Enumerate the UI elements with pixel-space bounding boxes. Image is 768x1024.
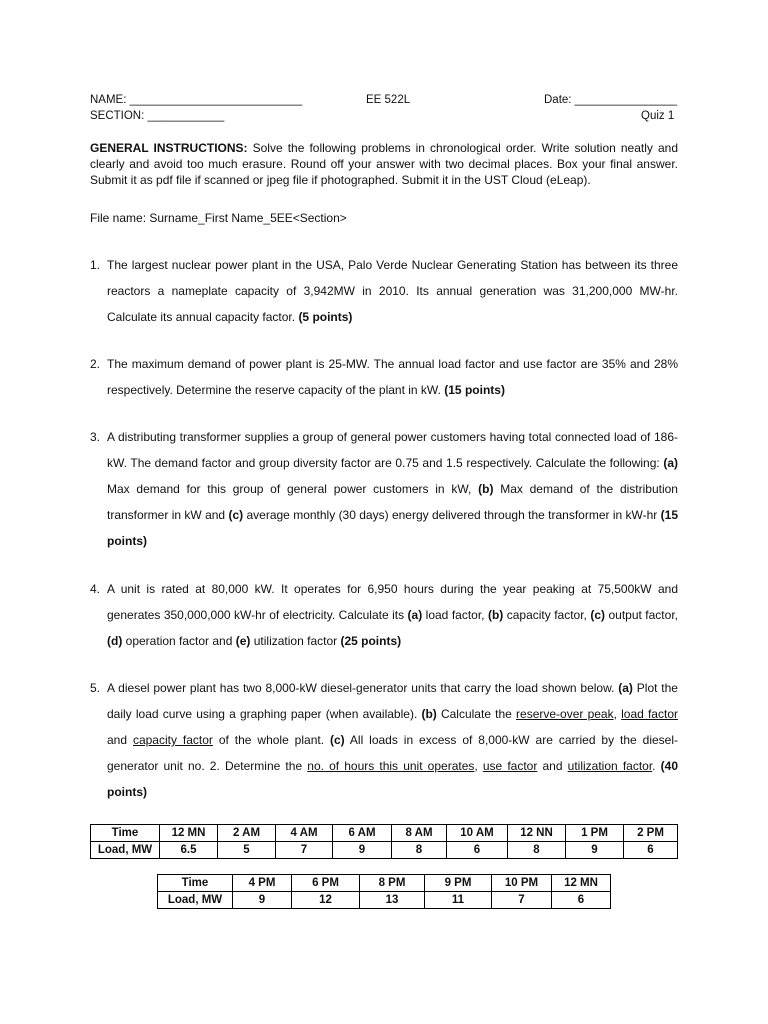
question-text: The largest nuclear power plant in the USA, Palo Verde Nuclear Generating Station has between its three reactors a nameplate capacity of 3,942MW in 2010. Its annual generation was 31,200,000 MW-hr. Calculate its annual capacity factor. — [107, 258, 678, 324]
table-cell: 6.5 — [160, 842, 218, 859]
part-label: (a) — [407, 608, 423, 622]
table-cell: 8 PM — [360, 875, 425, 892]
table-cell: 8 AM — [392, 825, 447, 842]
underlined-term: utilization factor — [567, 759, 653, 773]
underlined-term: capacity factor — [132, 733, 213, 747]
date-field-label: Date: ________________ — [544, 94, 678, 106]
part-label: (a) — [663, 456, 678, 470]
section-field-label: SECTION: ____________ — [90, 110, 225, 122]
table-header-row — [158, 875, 611, 892]
table-cell: 7 — [276, 842, 333, 859]
question-text: capacity factor, — [503, 608, 591, 622]
general-instructions — [90, 140, 678, 188]
table-cell: 4 AM — [276, 825, 333, 842]
question-1 — [90, 252, 678, 330]
course-code: EE 522L — [366, 94, 411, 106]
question-text: load factor, — [422, 608, 488, 622]
question-text: Max demand for this group of general power customers in kW, — [107, 482, 479, 496]
table-cell: 6 AM — [333, 825, 392, 842]
underlined-term: no. of hours this unit operates — [307, 759, 475, 773]
table-cell: 11 — [425, 892, 492, 909]
part-label: (e) — [235, 634, 251, 648]
table-cell: 6 — [447, 842, 508, 859]
table-cell: 8 — [392, 842, 447, 859]
question-points: (5 points) — [298, 310, 353, 324]
question-text: A unit is rated at 80,000 kW. It operates for 6,950 hours during the year peaking at 75,500kW and generates 350,000,000 kW-hr of electricity. Calculate its — [107, 582, 678, 622]
table-cell: 6 PM — [292, 875, 360, 892]
table-cell: 10 AM — [447, 825, 508, 842]
table-cell: 6 — [552, 892, 611, 909]
question-number: 1. — [90, 258, 101, 272]
table-cell: Time — [158, 875, 233, 892]
load-table-2 — [157, 874, 611, 909]
table-cell: 9 — [233, 892, 292, 909]
table-cell: Load, MW — [158, 892, 233, 909]
part-label: (b) — [478, 482, 494, 496]
underlined-term: use factor — [482, 759, 538, 773]
part-label: (c) — [590, 608, 606, 622]
question-number: 3. — [90, 430, 101, 444]
underlined-term: reserve-over peak — [516, 707, 614, 721]
table-cell: Load, MW — [91, 842, 160, 859]
table-cell: 5 — [218, 842, 276, 859]
question-text: average monthly (30 days) energy delivered through the transformer in kW-hr — [243, 508, 661, 522]
part-label: (c) — [329, 733, 345, 747]
question-text: of the whole plant. — [212, 733, 330, 747]
question-text: Plot the daily load curve using a graphing paper (when available). — [107, 681, 678, 721]
part-label: (a) — [618, 681, 633, 695]
name-field-label: NAME: ___________________________ — [90, 94, 303, 106]
table-cell: 9 — [566, 842, 624, 859]
table-row — [91, 842, 678, 859]
question-text: utilization factor — [250, 634, 341, 648]
instructions-title: GENERAL INSTRUCTIONS: — [90, 141, 248, 155]
table-cell: 2 PM — [624, 825, 678, 842]
question-5 — [90, 675, 678, 805]
question-text: All loads in excess of 8,000-kW are carried by the diesel-generator unit no. 2. Determine the — [107, 733, 678, 773]
question-points: (25 points) — [340, 634, 402, 648]
question-text: and — [537, 759, 568, 773]
question-text: A distributing transformer supplies a group of general power customers having total connected load of 186-kW. The demand factor and group diversity factor are 0.75 and 1.5 respectively. Calculate the following: — [107, 430, 678, 470]
file-name-instruction: File name: Surname_First Name_5EE<Section> — [90, 211, 347, 225]
table-cell: 12 — [292, 892, 360, 909]
table-cell: 9 — [333, 842, 392, 859]
underlined-term: load factor — [621, 707, 678, 721]
table-cell: 12 NN — [508, 825, 566, 842]
table-header-row — [91, 825, 678, 842]
table-cell: 12 MN — [552, 875, 611, 892]
question-text: . — [652, 759, 661, 773]
question-2 — [90, 351, 678, 403]
part-label: (c) — [228, 508, 244, 522]
quiz-label: Quiz 1 — [641, 110, 675, 122]
question-text: , — [613, 707, 622, 721]
question-text: Calculate the — [436, 707, 517, 721]
question-points: (40 points) — [107, 759, 678, 799]
table-cell: 8 — [508, 842, 566, 859]
table-cell: 7 — [492, 892, 552, 909]
table-cell: 6 — [624, 842, 678, 859]
table-row — [158, 892, 611, 909]
instructions-body: Solve the following problems in chronological order. Write solution neatly and clearly and avoid too much erasure. Round off your answer with two decimal places. Box your final answer. Submit it as pdf file if scanned or jpeg file if photographed. Submit it in the UST Cloud (eLeap). — [90, 141, 678, 187]
question-text: operation factor and — [122, 634, 236, 648]
part-label: (b) — [421, 707, 437, 721]
table-cell: 9 PM — [425, 875, 492, 892]
table-cell: 10 PM — [492, 875, 552, 892]
question-3 — [90, 424, 678, 554]
question-4 — [90, 576, 678, 654]
question-text: A diesel power plant has two 8,000-kW diesel-generator units that carry the load shown below. — [107, 681, 619, 695]
question-text: , — [474, 759, 483, 773]
table-cell: Time — [91, 825, 160, 842]
question-text: The maximum demand of power plant is 25-MW. The annual load factor and use factor are 35% and 28% respectively. Determine the reserve capacity of the plant in kW. — [107, 357, 678, 397]
question-text: output factor, — [605, 608, 678, 622]
question-number: 5. — [90, 681, 101, 695]
load-table-1 — [90, 824, 678, 859]
question-points: (15 points) — [444, 383, 505, 397]
table-cell: 4 PM — [233, 875, 292, 892]
table-cell: 12 MN — [160, 825, 218, 842]
question-number: 2. — [90, 357, 101, 371]
part-label: (d) — [107, 634, 123, 648]
part-label: (b) — [487, 608, 504, 622]
table-cell: 1 PM — [566, 825, 624, 842]
question-points: (15 points) — [107, 508, 679, 548]
table-cell: 13 — [360, 892, 425, 909]
question-number: 4. — [90, 582, 101, 596]
question-text: and — [107, 733, 133, 747]
table-cell: 2 AM — [218, 825, 276, 842]
question-text: Max demand of the distribution transformer in kW and — [107, 482, 678, 522]
